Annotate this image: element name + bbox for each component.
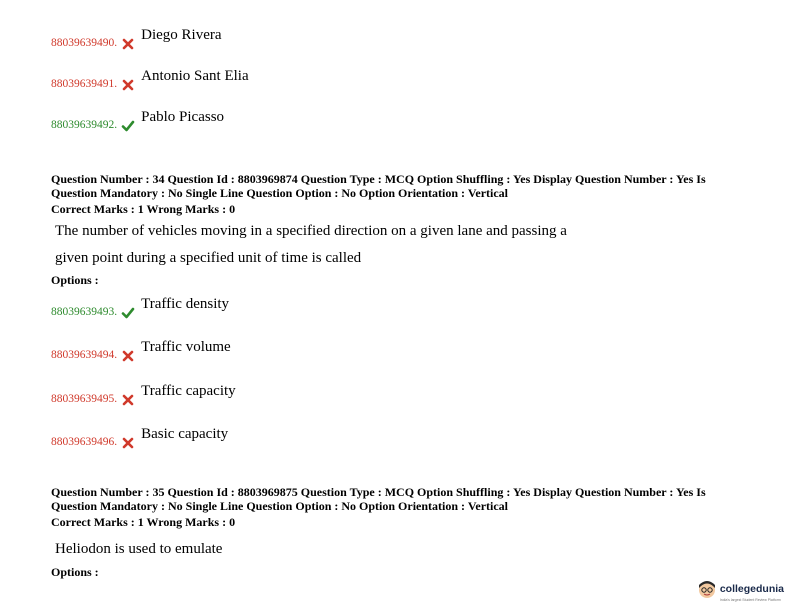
option-row: [51, 109, 225, 131]
option-id: 88039639493.: [51, 305, 118, 318]
options-label: Options :: [51, 565, 99, 579]
question-meta-line: Question Number : 35 Question Id : 8803969875 Question Type : MCQ Option Shuffling : Yes Display Question Number : Yes Is: [51, 485, 706, 499]
options-label: Options :: [51, 273, 99, 287]
option-row: [51, 27, 222, 49]
cross-icon: [121, 393, 135, 407]
question-meta: [51, 486, 741, 530]
question-text: given point during a specified unit of time is called: [55, 250, 362, 266]
option-id: 88039639490.: [51, 36, 118, 49]
question-meta-line: Question Mandatory : No Single Line Question Option : No Option Orientation : Vertical: [51, 185, 509, 200]
option-text: Diego Rivera: [141, 27, 222, 43]
question-meta-line: Question Mandatory : No Single Line Question Option : No Option Orientation : Vertical: [51, 498, 509, 513]
option-id: 88039639492.: [51, 118, 118, 131]
option-row: [51, 383, 236, 405]
cross-icon: [121, 78, 135, 92]
option-text: Traffic capacity: [141, 383, 236, 399]
question-meta: [51, 173, 741, 217]
mascot-icon: [696, 578, 718, 600]
option-id: 88039639495.: [51, 392, 118, 405]
cross-icon: [121, 436, 135, 450]
option-id: 88039639494.: [51, 348, 118, 361]
question-marks: Correct Marks : 1 Wrong Marks : 0: [51, 515, 236, 529]
question-marks: Correct Marks : 1 Wrong Marks : 0: [51, 202, 236, 216]
question-text: The number of vehicles moving in a specified direction on a given lane and passing a: [55, 223, 567, 239]
option-row: [51, 296, 230, 318]
option-text: Pablo Picasso: [141, 109, 225, 125]
check-icon: [121, 119, 135, 133]
option-row: [51, 426, 229, 448]
collegedunia-logo: [696, 578, 784, 602]
option-text: Antonio Sant Elia: [141, 68, 249, 84]
cross-icon: [121, 349, 135, 363]
question-text: Heliodon is used to emulate: [55, 541, 223, 557]
option-text: Traffic volume: [141, 339, 231, 355]
option-id: 88039639496.: [51, 435, 118, 448]
option-id: 88039639491.: [51, 77, 118, 90]
option-text: Traffic density: [141, 296, 230, 312]
option-text: Basic capacity: [141, 426, 229, 442]
logo-brand: collegedunia: [719, 583, 784, 595]
option-row: [51, 339, 231, 361]
check-icon: [121, 306, 135, 320]
option-row: [51, 68, 249, 90]
logo-tagline: India's largest Student Review Platform: [719, 598, 781, 602]
cross-icon: [121, 37, 135, 51]
question-meta-line: Question Number : 34 Question Id : 8803969874 Question Type : MCQ Option Shuffling : Yes Display Question Number : Yes Is: [51, 172, 706, 186]
